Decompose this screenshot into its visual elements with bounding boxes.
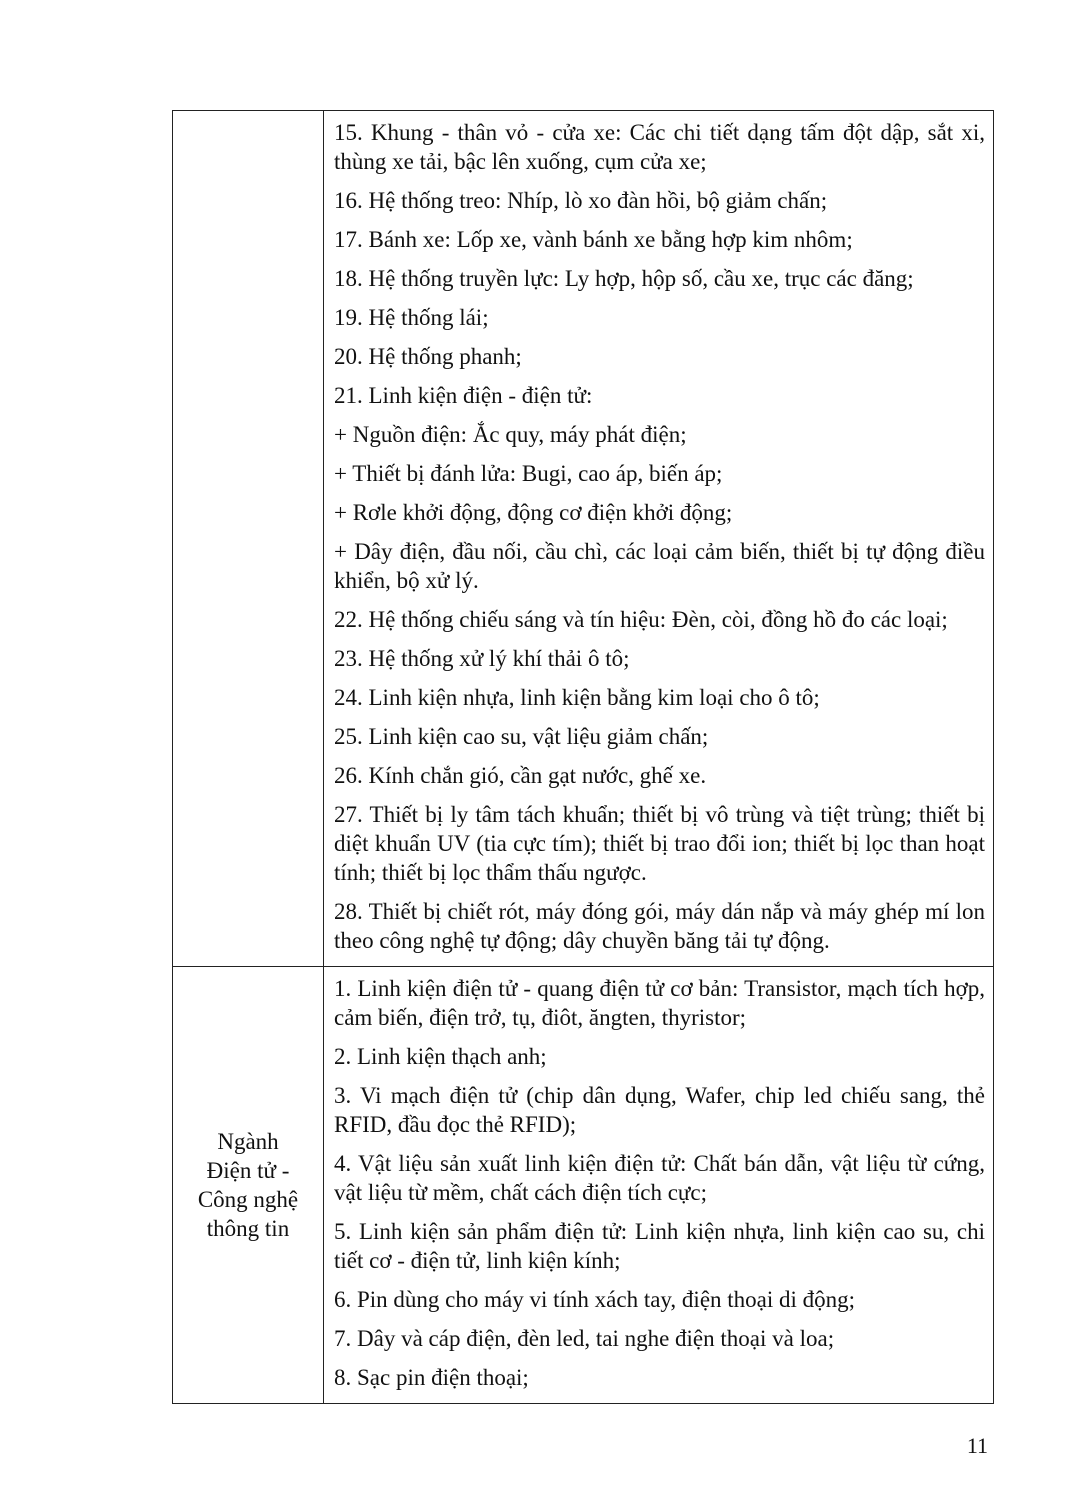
list-item: 26. Kính chắn gió, cần gạt nước, ghế xe. [334, 763, 707, 788]
list-item: 24. Linh kiện nhựa, linh kiện bằng kim loại cho ô tô; [334, 685, 820, 710]
sector-label-line: Ngành [217, 1129, 279, 1154]
list-item: 22. Hệ thống chiếu sáng và tín hiệu: Đèn, còi, đồng hồ đo các loại; [334, 607, 948, 632]
sector-label [173, 967, 324, 1404]
list-item: 18. Hệ thống truyền lực: Ly hợp, hộp số, cầu xe, trục các đăng; [334, 266, 914, 291]
list-item: 8. Sạc pin điện thoại; [334, 1365, 529, 1390]
list-item: 23. Hệ thống xử lý khí thải ô tô; [334, 646, 630, 671]
items-cell [324, 111, 994, 967]
table-row-electronics-it [173, 967, 994, 1404]
list-item: + Rơle khởi động, động cơ điện khởi động; [334, 500, 733, 525]
list-item: 21. Linh kiện điện - điện tử: [334, 383, 593, 408]
list-item: + Dây điện, đầu nối, cầu chì, các loại cảm biến, thiết bị tự động điều khiển, bộ xử lý. [334, 539, 985, 593]
list-item: 19. Hệ thống lái; [334, 305, 489, 330]
list-item: 1. Linh kiện điện tử - quang điện tử cơ bản: Transistor, mạch tích hợp, cảm biến, điện trở, tụ, điôt, ăngten, thyristor; [334, 976, 985, 1030]
list-item: + Nguồn điện: Ắc quy, máy phát điện; [334, 422, 687, 447]
list-item: 6. Pin dùng cho máy vi tính xách tay, điện thoại di động; [334, 1287, 856, 1312]
list-item: 25. Linh kiện cao su, vật liệu giảm chấn; [334, 724, 709, 749]
list-item: 17. Bánh xe: Lốp xe, vành bánh xe bằng hợp kim nhôm; [334, 227, 853, 252]
list-item: 5. Linh kiện sản phẩm điện tử: Linh kiện nhựa, linh kiện cao su, chi tiết cơ - điện tử, linh kiện kính; [334, 1219, 985, 1273]
list-item: 16. Hệ thống treo: Nhíp, lò xo đàn hồi, bộ giảm chấn; [334, 188, 828, 213]
list-item: 4. Vật liệu sản xuất linh kiện điện tử: Chất bán dẫn, vật liệu từ cứng, vật liệu từ mềm, chất cách điện tích cực; [334, 1151, 985, 1205]
sector-cell-empty [173, 111, 324, 967]
industry-components-table [172, 110, 994, 1404]
list-item: 28. Thiết bị chiết rót, máy đóng gói, máy dán nắp và máy ghép mí lon theo công nghệ tự động; dây chuyền băng tải tự động. [334, 899, 985, 953]
sector-label-line: Công nghệ [197, 1187, 299, 1212]
list-item: 20. Hệ thống phanh; [334, 344, 522, 369]
table-row-automotive [173, 111, 994, 967]
page-number: 11 [966, 1433, 988, 1458]
list-item: 3. Vi mạch điện tử (chip dân dụng, Wafer, chip led chiếu sang, thẻ RFID, đầu đọc thẻ RFID); [334, 1083, 985, 1137]
sector-label-line: thông tin [206, 1216, 290, 1241]
list-item: + Thiết bị đánh lửa: Bugi, cao áp, biến áp; [334, 461, 723, 486]
items-cell [324, 967, 994, 1404]
list-item: 7. Dây và cáp điện, đèn led, tai nghe điện thoại và loa; [334, 1326, 835, 1351]
list-item: 15. Khung - thân vỏ - cửa xe: Các chi tiết dạng tấm đột dập, sắt xi, thùng xe tải, bậc lên xuống, cụm cửa xe; [334, 120, 985, 174]
list-item: 27. Thiết bị ly tâm tách khuẩn; thiết bị vô trùng và tiệt trùng; thiết bị diệt khuẩn UV (tia cực tím); thiết bị trao đổi ion; thiết bị lọc than hoạt tính; thiết bị lọc thẩm thấu ngược. [334, 802, 985, 885]
sector-label-line: Điện tử - [206, 1158, 290, 1183]
list-item: 2. Linh kiện thạch anh; [334, 1044, 547, 1069]
